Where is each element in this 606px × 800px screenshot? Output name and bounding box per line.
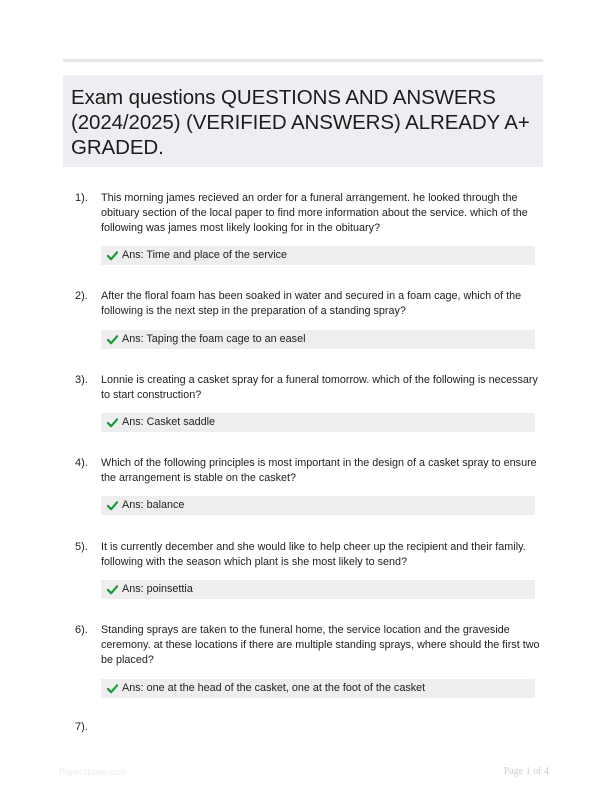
page-indicator: Page 1 of 4 xyxy=(503,766,549,777)
answer-box xyxy=(101,496,535,515)
answer-box xyxy=(101,679,535,698)
answer-text: Ans: poinsettia xyxy=(122,583,193,595)
top-divider xyxy=(63,59,543,62)
question-text: After the floral foam has been soaked in water and secured in a foam cage, which of the following is the next step in the preparation of a standing spray? xyxy=(101,290,522,317)
answer-text: Ans: Taping the foam cage to an easel xyxy=(122,333,306,345)
check-icon xyxy=(107,417,118,428)
check-icon xyxy=(107,250,118,261)
question-number: 2). xyxy=(75,290,88,302)
question-text: Lonnie is creating a casket spray for a funeral tomorrow. which of the following is necessary to start construction? xyxy=(101,374,538,401)
question-text: It is currently december and she would like to help cheer up the recipient and their family. following with the season which plant is she most likely to send? xyxy=(101,541,526,568)
answer-box xyxy=(101,413,535,432)
answer-text: Ans: one at the head of the casket, one at the foot of the casket xyxy=(122,682,426,694)
question-number: 4). xyxy=(75,457,88,469)
footer-watermark: Papersbase.com xyxy=(59,767,127,777)
check-icon xyxy=(107,500,118,511)
question-number: 6). xyxy=(75,624,88,636)
question-number: 7). xyxy=(75,721,88,733)
check-icon xyxy=(107,334,118,345)
page-title: Exam questions QUESTIONS AND ANSWERS (2024/2025) (VERIFIED ANSWERS) ALREADY A+ GRADED. xyxy=(71,86,530,159)
answer-text: Ans: Casket saddle xyxy=(122,416,216,428)
question-text: This morning james recieved an order for a funeral arrangement. he looked through the obituary section of the local paper to find more information about the service. which of the following was james most likely looking for in the obituary? xyxy=(101,192,528,234)
question-number: 5). xyxy=(75,541,88,553)
answer-box xyxy=(101,330,535,349)
answer-box xyxy=(101,580,535,599)
answer-text: Ans: Time and place of the service xyxy=(122,249,288,261)
answer-text: Ans: balance xyxy=(122,499,185,511)
check-icon xyxy=(107,683,118,694)
question-text: Which of the following principles is most important in the design of a casket spray to ensure the arrangement is stable on the casket? xyxy=(101,457,537,484)
question-text: Standing sprays are taken to the funeral home, the service location and the graveside ceremony. at these locations if there are multiple standing sprays, where should the first two be placed? xyxy=(101,624,540,666)
question-number: 1). xyxy=(75,192,88,204)
check-icon xyxy=(107,584,118,595)
question-number: 3). xyxy=(75,374,88,386)
answer-box xyxy=(101,246,535,265)
title-banner xyxy=(63,75,543,167)
